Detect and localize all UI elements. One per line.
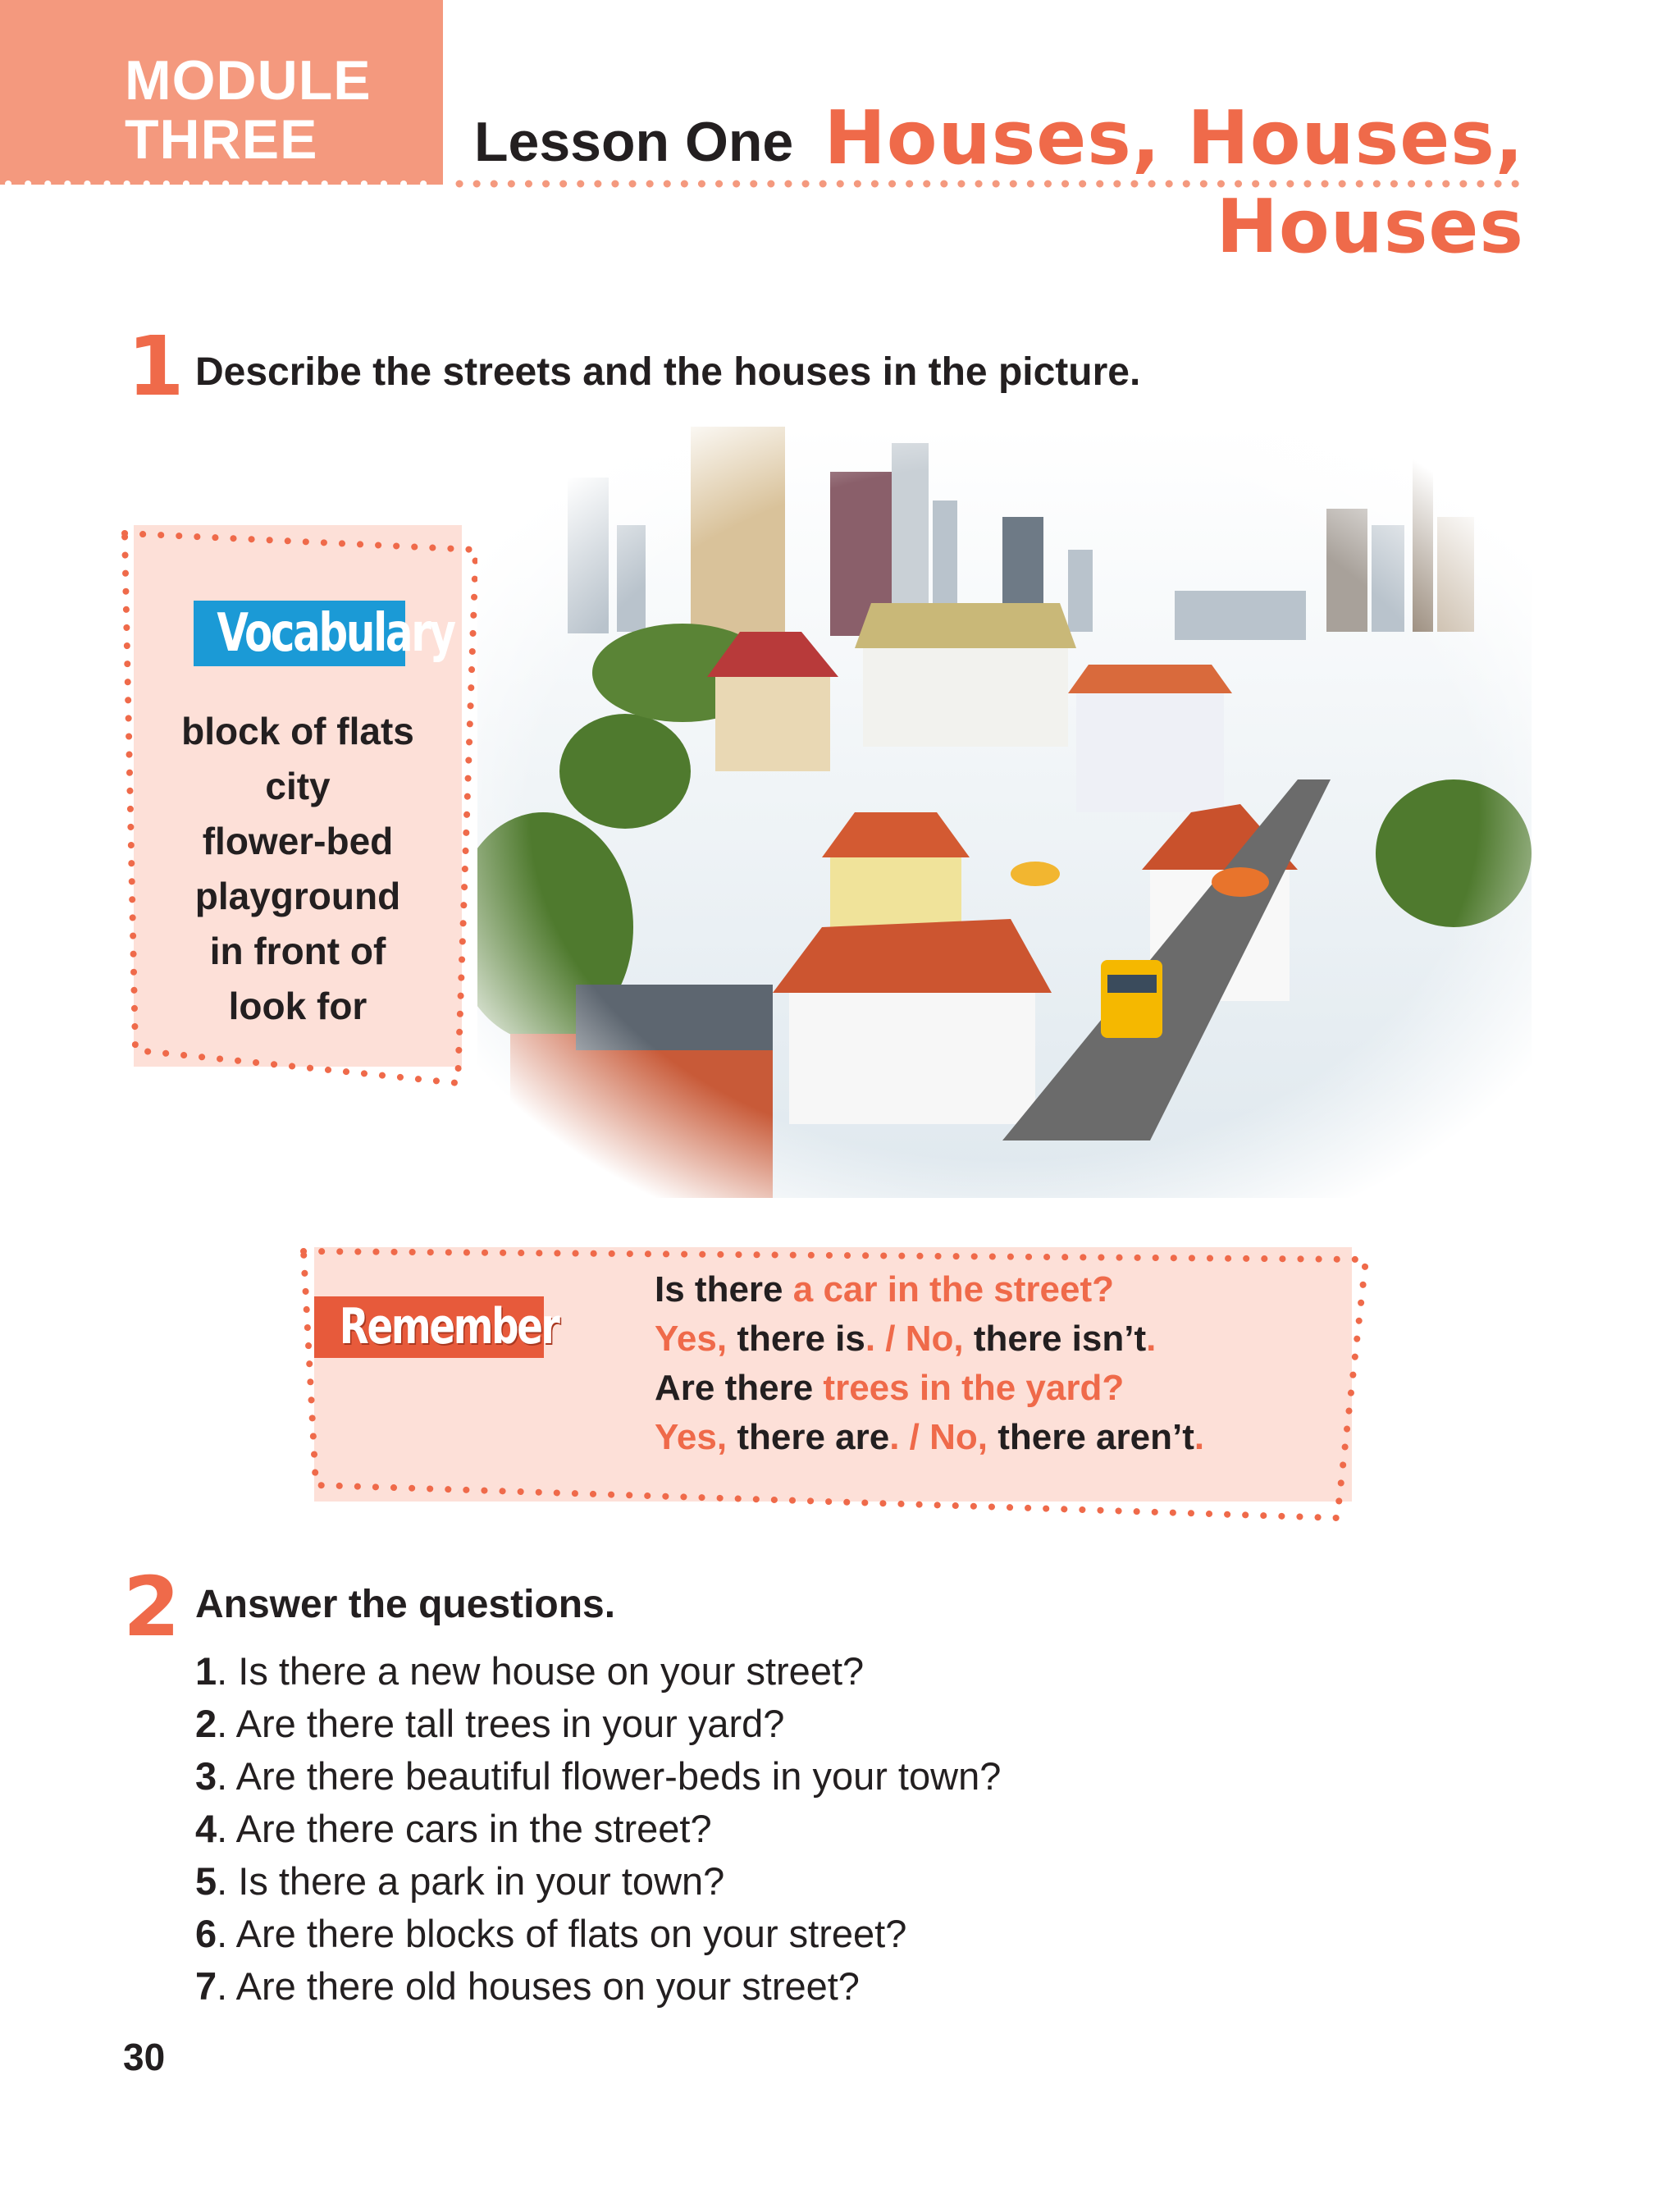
question-number: 6 [195, 1912, 217, 1955]
remember-text: Are there [655, 1368, 824, 1408]
vocabulary-item: block of flats [181, 710, 414, 752]
vocabulary-item: flower-bed [202, 820, 394, 862]
vocabulary-heading: Vocabulary [217, 603, 454, 664]
page-title-line1: Houses, Houses, [824, 95, 1524, 181]
exercise-number-2: 2 [123, 1559, 180, 1655]
question-text: . Are there beautiful flower-beds in your town? [217, 1754, 1002, 1798]
question-text: . Are there old houses on your street? [217, 1964, 860, 2008]
question-number: 1 [195, 1649, 217, 1693]
remember-text: Is there [655, 1269, 793, 1310]
remember-highlight: Yes, [655, 1319, 728, 1359]
list-item [195, 1960, 1001, 2013]
exercise-instruction-2: Answer the questions. [195, 1583, 616, 1626]
remember-text: there aren’t [987, 1417, 1194, 1457]
remember-text: there isn’t [963, 1319, 1147, 1359]
remember-heading: Remember [339, 1298, 559, 1355]
remember-highlight: . / No, [865, 1319, 964, 1359]
list-item [195, 1750, 1001, 1803]
question-number: 7 [195, 1964, 217, 2008]
question-number: 2 [195, 1702, 217, 1745]
vocabulary-dotted-border [115, 525, 492, 1091]
question-list [195, 1645, 1001, 2013]
question-number: 4 [195, 1807, 217, 1850]
vocabulary-item: playground [194, 875, 401, 917]
lesson-title: Lesson One [474, 111, 794, 173]
remember-dotted-border [287, 1243, 1378, 1522]
list-item [195, 1698, 1001, 1750]
page-title-line2: Houses [1216, 184, 1524, 270]
module-label-line2: THREE [125, 108, 318, 171]
page-number: 30 [123, 2036, 166, 2078]
vocabulary-item: city [265, 765, 331, 807]
question-text: . Is there a new house on your street? [217, 1649, 865, 1693]
remember-highlight: Yes, [655, 1417, 728, 1457]
vocabulary-item: look for [228, 985, 368, 1027]
vocabulary-item: in front of [209, 930, 386, 972]
list-item [195, 1803, 1001, 1855]
exercise-number-1: 1 [127, 318, 185, 414]
remember-highlight: . / No, [889, 1417, 988, 1457]
list-item [195, 1908, 1001, 1960]
question-text: . Is there a park in your town? [217, 1859, 725, 1903]
exercise-instruction-1: Describe the streets and the houses in the picture. [195, 350, 1141, 394]
remember-highlight: a car in the street? [792, 1269, 1115, 1310]
remember-highlight: trees in the yard? [823, 1368, 1125, 1408]
list-item [195, 1855, 1001, 1908]
remember-highlight: . [1146, 1319, 1157, 1359]
remember-text: there are [727, 1417, 890, 1457]
town-picture [477, 427, 1532, 1198]
question-number: 3 [195, 1754, 217, 1798]
question-number: 5 [195, 1859, 217, 1903]
question-text: . Are there blocks of flats on your street? [217, 1912, 907, 1955]
question-text: . Are there tall trees in your yard? [217, 1702, 785, 1745]
module-label-line1: MODULE [125, 49, 372, 112]
module-banner [0, 0, 443, 185]
page-title [824, 94, 1524, 272]
list-item [195, 1645, 1001, 1698]
remember-text: there is [727, 1319, 865, 1359]
module-label [125, 51, 372, 169]
question-text: . Are there cars in the street? [217, 1807, 712, 1850]
remember-highlight: . [1194, 1417, 1205, 1457]
